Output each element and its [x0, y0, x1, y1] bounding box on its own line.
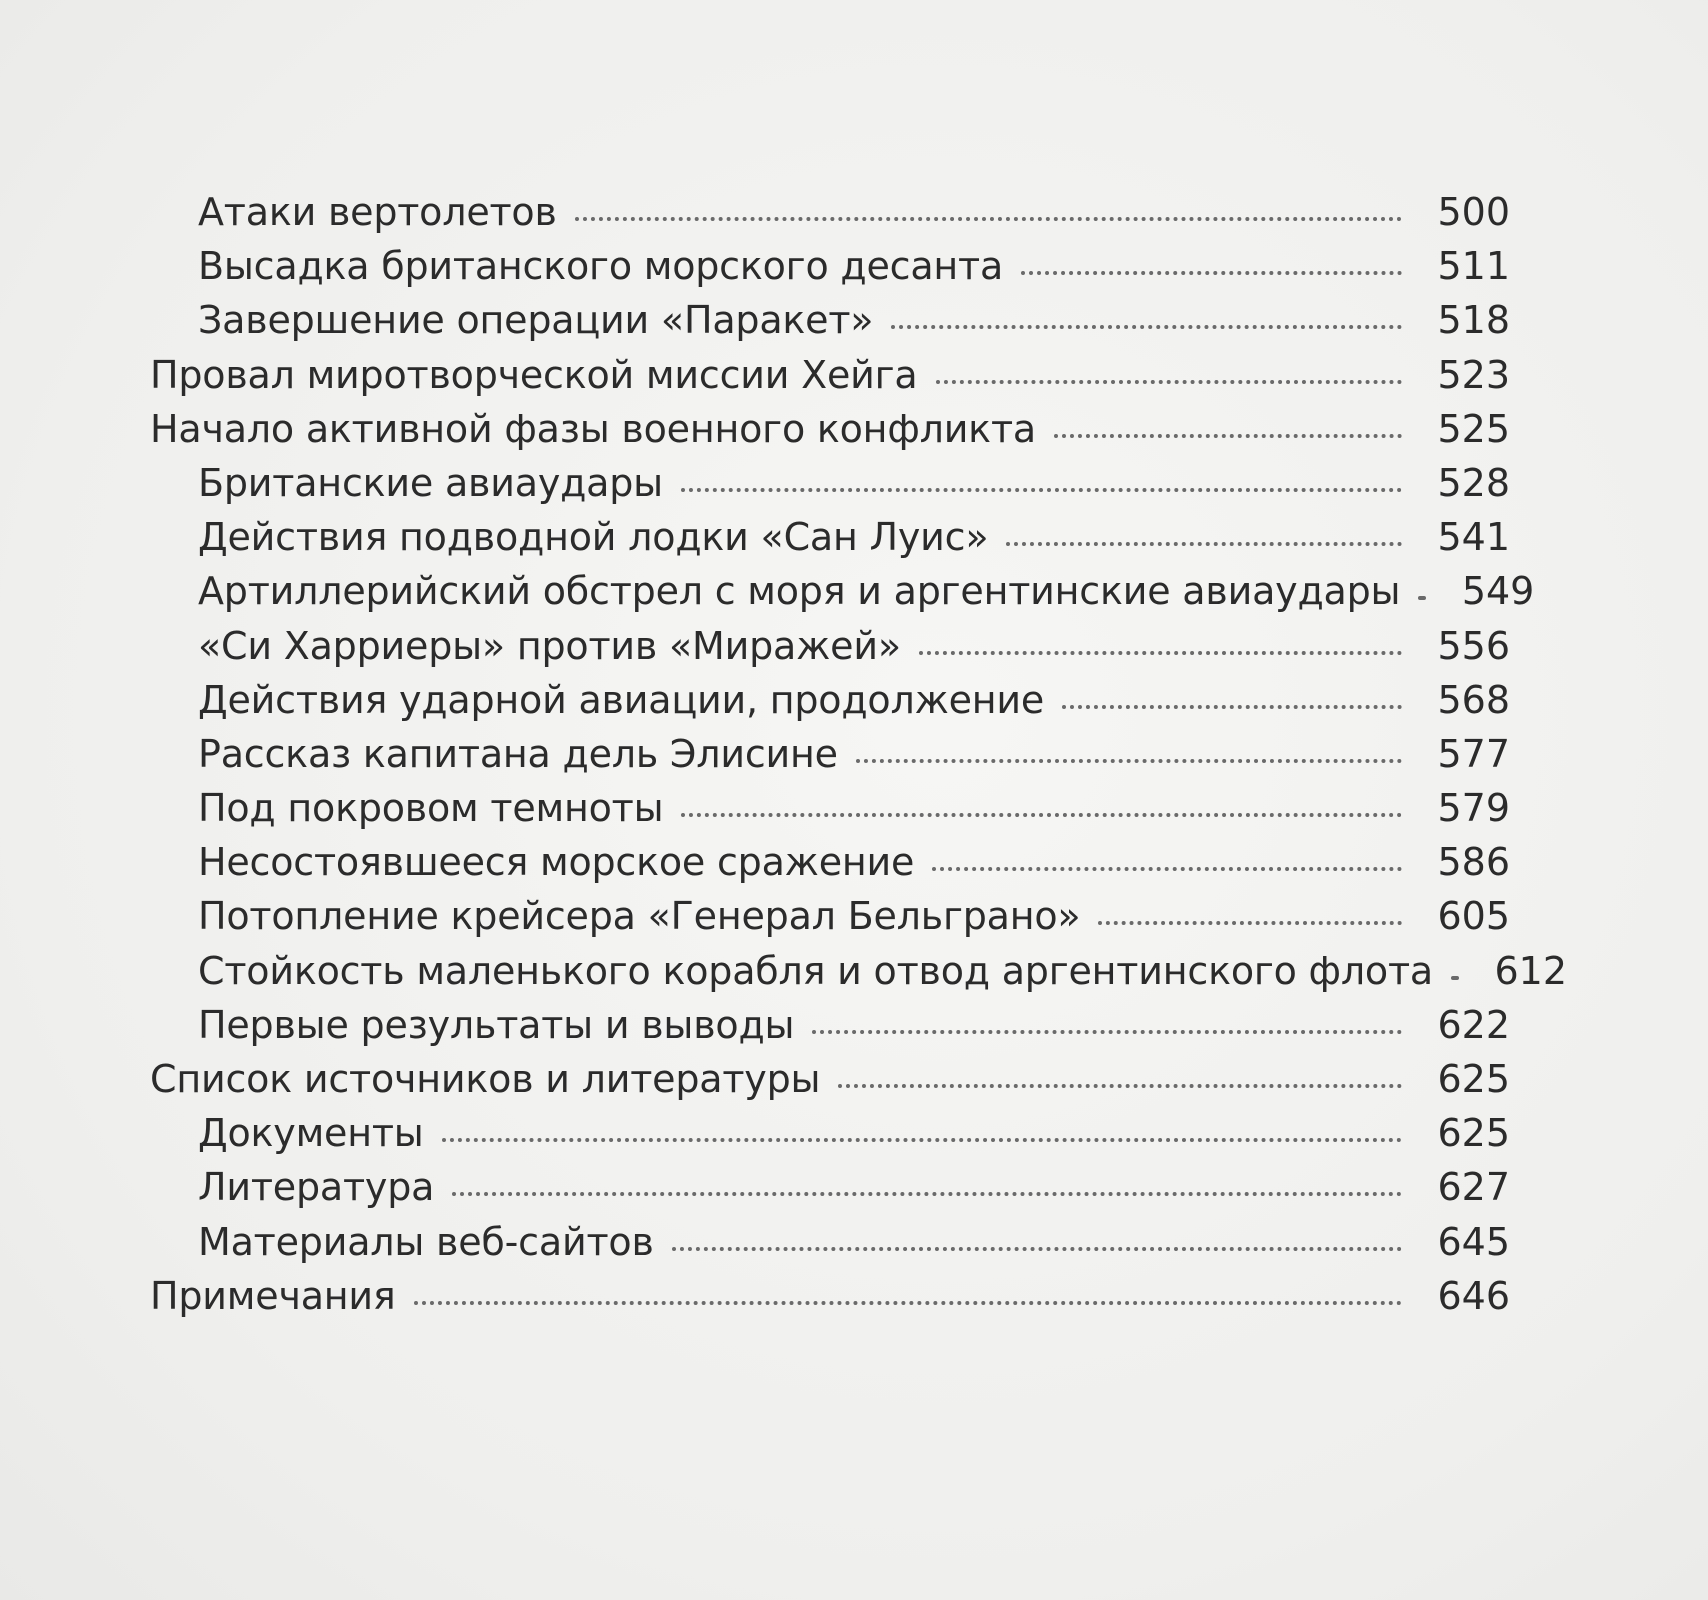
toc-entry: [150, 786, 1510, 840]
toc-entry-page-number: 625: [1437, 1111, 1510, 1156]
toc-entry-title: Стойкость маленького корабля и отвод аргентинского флота: [198, 948, 1434, 993]
dot-leader: [1418, 596, 1426, 600]
dot-leader: [1451, 976, 1459, 980]
dot-leader: [1006, 542, 1402, 546]
dot-leader: [1021, 271, 1402, 275]
dot-leader: [575, 217, 1402, 221]
dot-leader: [681, 488, 1402, 492]
toc-entry-title: «Си Харриеры» против «Миражей»: [198, 623, 901, 668]
toc-entry-page-number: 579: [1437, 786, 1510, 831]
toc-entry-page-number: 577: [1437, 731, 1510, 776]
toc-entry-page-number: 612: [1494, 948, 1568, 993]
toc-entry-title: Материалы веб-сайтов: [198, 1219, 654, 1264]
toc-entry-title: Действия подводной лодки «Сан Луис»: [198, 515, 989, 560]
dot-leader: [681, 813, 1402, 817]
toc-entry-page-number: 549: [1461, 569, 1535, 614]
toc-entry-title: Британские авиаудары: [198, 460, 663, 505]
toc-entry-title: Атаки вертолетов: [198, 190, 557, 234]
toc-entry-page-number: 541: [1437, 515, 1510, 560]
toc-entry: [150, 840, 1510, 894]
toc-entry: [150, 1274, 1510, 1328]
toc-entry-page-number: 627: [1437, 1165, 1510, 1210]
toc-entry: [150, 407, 1510, 461]
dot-leader: [932, 867, 1402, 871]
dot-leader: [936, 380, 1402, 384]
toc-entry: [150, 894, 1510, 948]
toc-entry-title: Список источников и литературы: [150, 1057, 821, 1101]
toc-entry-page-number: 622: [1437, 1002, 1510, 1047]
toc-entry: [150, 1165, 1510, 1219]
toc-entry-page-number: 645: [1437, 1219, 1510, 1264]
toc-entry-title: Завершение операции «Паракет»: [198, 298, 874, 343]
dot-leader: [812, 1030, 1402, 1034]
toc-entry-page-number: 523: [1437, 352, 1510, 397]
toc-entry-page-number: 518: [1437, 298, 1510, 343]
toc-entry-title: Под покровом темноты: [198, 786, 664, 831]
toc-entry-page-number: 568: [1437, 677, 1510, 722]
dot-leader: [856, 759, 1402, 763]
toc-entry-title: Высадка британского морского десанта: [198, 244, 1004, 289]
toc-entry: [150, 461, 1510, 515]
toc-entry-page-number: 646: [1437, 1273, 1510, 1318]
toc-entry-page-number: 511: [1437, 244, 1510, 289]
dot-leader: [672, 1247, 1402, 1251]
toc-entry: [150, 948, 1568, 1003]
toc-entry: [150, 1057, 1510, 1111]
toc-entry-title: Первые результаты и выводы: [198, 1002, 795, 1047]
toc-entry: [150, 569, 1535, 623]
table-of-contents: [150, 190, 1568, 1328]
toc-entry-page-number: 625: [1437, 1057, 1510, 1101]
toc-entry-page-number: 525: [1437, 406, 1510, 451]
toc-entry-page-number: 586: [1437, 840, 1510, 885]
toc-entry-page-number: 605: [1437, 894, 1510, 939]
dot-leader: [838, 1084, 1402, 1088]
dot-leader: [919, 651, 1402, 655]
toc-entry-page-number: 556: [1437, 623, 1510, 668]
dot-leader: [1054, 434, 1402, 438]
dot-leader: [1062, 705, 1402, 709]
toc-entry-title: Несостоявшееся морское сражение: [198, 840, 915, 885]
dot-leader: [414, 1301, 1402, 1305]
toc-entry-title: Рассказ капитана дель Элисине: [198, 731, 838, 776]
toc-entry-page-number: 500: [1437, 190, 1510, 234]
toc-entry: [150, 624, 1510, 678]
toc-entry: [150, 244, 1510, 298]
toc-entry-title: Потопление крейсера «Генерал Бельграно»: [198, 894, 1081, 939]
toc-entry: [150, 515, 1510, 569]
toc-entry-page-number: 528: [1437, 460, 1510, 505]
toc-entry: [150, 190, 1510, 244]
dot-leader: [452, 1192, 1402, 1196]
toc-entry-title: Провал миротворческой миссии Хейга: [150, 352, 918, 397]
toc-entry-title: Документы: [198, 1111, 424, 1156]
toc-entry: [150, 298, 1510, 352]
dot-leader: [891, 325, 1402, 329]
toc-entry-title: Начало активной фазы военного конфликта: [150, 406, 1036, 451]
toc-entry: [150, 732, 1510, 786]
toc-entry-title: Действия ударной авиации, продолжение: [198, 677, 1045, 722]
toc-entry-title: Литература: [198, 1165, 435, 1210]
toc-entry: [150, 1003, 1510, 1057]
toc-entry-title: Артиллерийский обстрел с моря и аргентинские авиаудары: [198, 569, 1401, 614]
toc-entry: [150, 1220, 1510, 1274]
toc-entry-title: Примечания: [150, 1273, 396, 1318]
toc-entry: [150, 678, 1510, 732]
toc-entry: [150, 1111, 1510, 1165]
toc-entry: [150, 353, 1510, 407]
dot-leader: [1098, 921, 1402, 925]
dot-leader: [442, 1138, 1402, 1142]
